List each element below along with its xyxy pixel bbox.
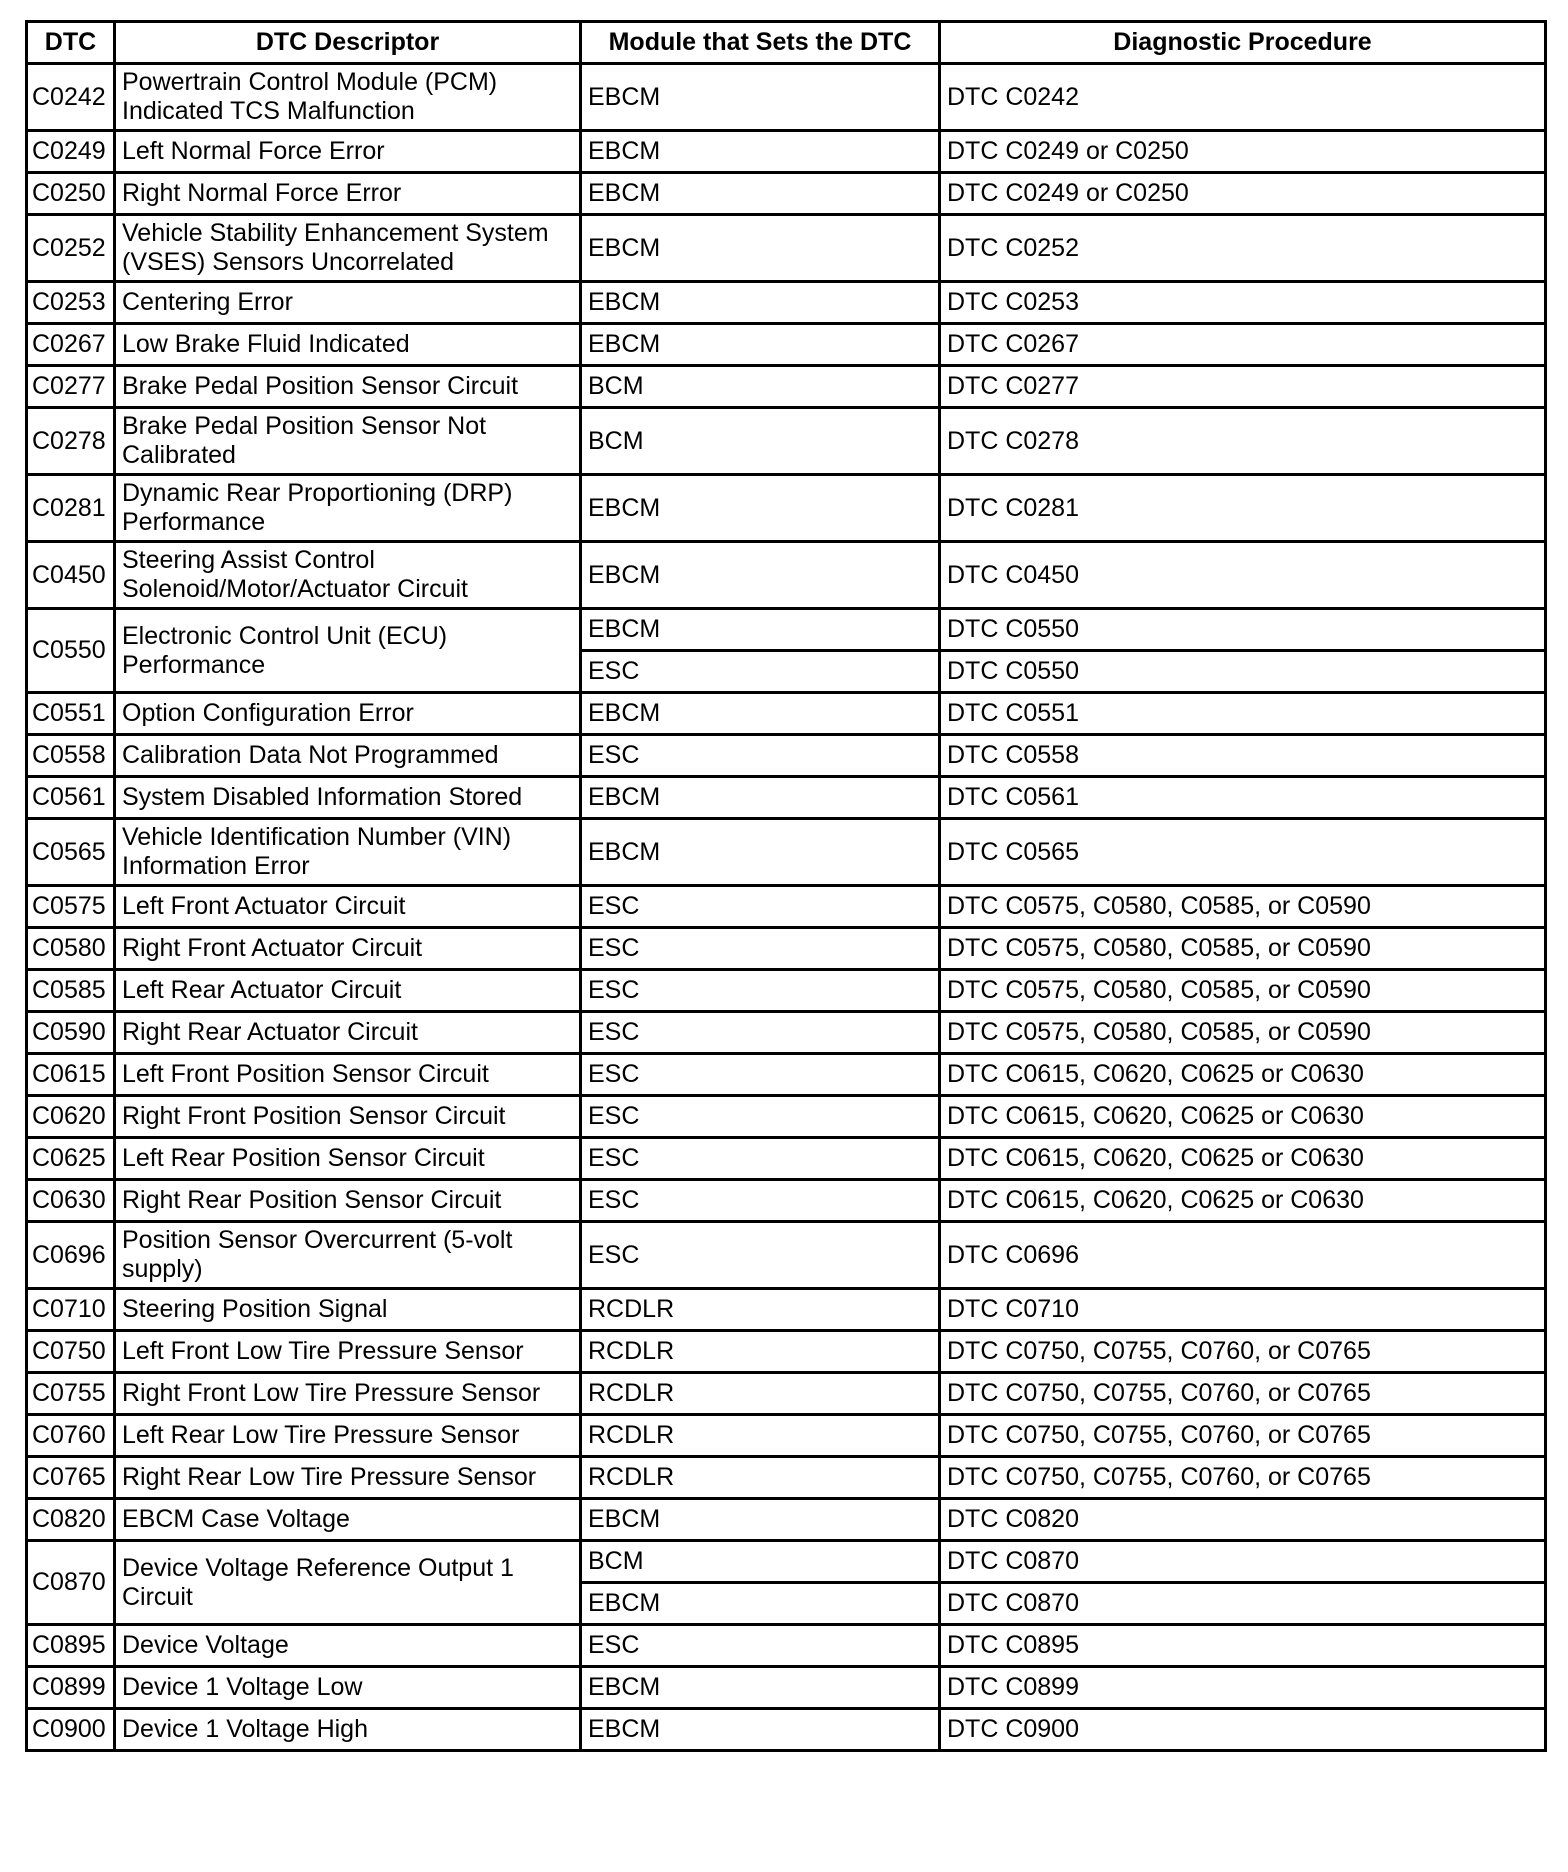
dtc-descriptor-cell: Brake Pedal Position Sensor Circuit [115,366,581,408]
procedure-cell: DTC C0558 [940,735,1546,777]
table-row [27,324,1546,366]
dtc-code-cell: C0590 [27,1012,115,1054]
dtc-code-cell: C0760 [27,1415,115,1457]
module-cell: EBCM [581,1583,940,1625]
module-cell: ESC [581,1012,940,1054]
dtc-descriptor-cell: Dynamic Rear Proportioning (DRP) Performance [115,475,581,542]
table-row [27,1709,1546,1751]
module-cell: ESC [581,1180,940,1222]
procedure-cell: DTC C0750, C0755, C0760, or C0765 [940,1331,1546,1373]
table-row [27,1180,1546,1222]
module-cell: ESC [581,928,940,970]
procedure-cell: DTC C0895 [940,1625,1546,1667]
procedure-cell: DTC C0899 [940,1667,1546,1709]
procedure-cell: DTC C0820 [940,1499,1546,1541]
dtc-descriptor-cell: Left Front Low Tire Pressure Sensor [115,1331,581,1373]
dtc-code-cell: C0278 [27,408,115,475]
module-cell: BCM [581,366,940,408]
dtc-code-cell: C0750 [27,1331,115,1373]
table-row [27,1625,1546,1667]
module-cell: ESC [581,886,940,928]
procedure-cell: DTC C0900 [940,1709,1546,1751]
header-procedure: Diagnostic Procedure [940,22,1546,64]
table-row [27,1541,1546,1583]
module-cell: ESC [581,1138,940,1180]
table-row [27,408,1546,475]
module-cell: EBCM [581,64,940,131]
dtc-code-cell: C0630 [27,1180,115,1222]
header-descriptor: DTC Descriptor [115,22,581,64]
module-cell: ESC [581,651,940,693]
dtc-code-cell: C0558 [27,735,115,777]
dtc-descriptor-cell: Electronic Control Unit (ECU) Performance [115,609,581,693]
table-row [27,215,1546,282]
module-cell: RCDLR [581,1373,940,1415]
procedure-cell: DTC C0575, C0580, C0585, or C0590 [940,970,1546,1012]
dtc-descriptor-cell: Right Rear Actuator Circuit [115,1012,581,1054]
dtc-descriptor-cell: Vehicle Stability Enhancement System (VSES) Sensors Uncorrelated [115,215,581,282]
dtc-code-cell: C0585 [27,970,115,1012]
dtc-code-cell: C0561 [27,777,115,819]
dtc-code-cell: C0755 [27,1373,115,1415]
table-row [27,693,1546,735]
table-row [27,928,1546,970]
dtc-code-cell: C0267 [27,324,115,366]
header-dtc: DTC [27,22,115,64]
dtc-descriptor-cell: Device Voltage Reference Output 1 Circuit [115,1541,581,1625]
dtc-table [25,20,1547,1752]
dtc-code-cell: C0900 [27,1709,115,1751]
dtc-code-cell: C0820 [27,1499,115,1541]
header-module: Module that Sets the DTC [581,22,940,64]
dtc-code-cell: C0895 [27,1625,115,1667]
dtc-code-cell: C0870 [27,1541,115,1625]
procedure-cell: DTC C0870 [940,1583,1546,1625]
procedure-cell: DTC C0550 [940,609,1546,651]
module-cell: EBCM [581,1709,940,1751]
module-cell: RCDLR [581,1415,940,1457]
procedure-cell: DTC C0615, C0620, C0625 or C0630 [940,1138,1546,1180]
dtc-code-cell: C0253 [27,282,115,324]
dtc-descriptor-cell: Position Sensor Overcurrent (5-volt supply) [115,1222,581,1289]
dtc-descriptor-cell: Left Front Actuator Circuit [115,886,581,928]
table-row [27,1054,1546,1096]
dtc-descriptor-cell: Steering Assist Control Solenoid/Motor/Actuator Circuit [115,542,581,609]
module-cell: EBCM [581,173,940,215]
table-row [27,1331,1546,1373]
dtc-code-cell: C0550 [27,609,115,693]
table-row [27,1222,1546,1289]
procedure-cell: DTC C0710 [940,1289,1546,1331]
module-cell: EBCM [581,1667,940,1709]
dtc-descriptor-cell: Right Rear Position Sensor Circuit [115,1180,581,1222]
table-row [27,777,1546,819]
procedure-cell: DTC C0550 [940,651,1546,693]
table-row [27,1457,1546,1499]
dtc-descriptor-cell: Right Normal Force Error [115,173,581,215]
dtc-descriptor-cell: Device 1 Voltage High [115,1709,581,1751]
procedure-cell: DTC C0750, C0755, C0760, or C0765 [940,1457,1546,1499]
procedure-cell: DTC C0252 [940,215,1546,282]
procedure-cell: DTC C0750, C0755, C0760, or C0765 [940,1373,1546,1415]
procedure-cell: DTC C0750, C0755, C0760, or C0765 [940,1415,1546,1457]
dtc-code-cell: C0615 [27,1054,115,1096]
module-cell: EBCM [581,609,940,651]
module-cell: ESC [581,1054,940,1096]
procedure-cell: DTC C0278 [940,408,1546,475]
module-cell: ESC [581,1096,940,1138]
procedure-cell: DTC C0615, C0620, C0625 or C0630 [940,1096,1546,1138]
dtc-code-cell: C0696 [27,1222,115,1289]
module-cell: RCDLR [581,1331,940,1373]
module-cell: EBCM [581,282,940,324]
table-row [27,542,1546,609]
procedure-cell: DTC C0870 [940,1541,1546,1583]
dtc-descriptor-cell: Steering Position Signal [115,1289,581,1331]
dtc-code-cell: C0565 [27,819,115,886]
dtc-descriptor-cell: Right Rear Low Tire Pressure Sensor [115,1457,581,1499]
procedure-cell: DTC C0249 or C0250 [940,131,1546,173]
dtc-descriptor-cell: Vehicle Identification Number (VIN) Information Error [115,819,581,886]
dtc-descriptor-cell: Left Rear Actuator Circuit [115,970,581,1012]
dtc-code-cell: C0620 [27,1096,115,1138]
dtc-code-cell: C0242 [27,64,115,131]
module-cell: ESC [581,1222,940,1289]
module-cell: RCDLR [581,1289,940,1331]
dtc-code-cell: C0899 [27,1667,115,1709]
dtc-code-cell: C0281 [27,475,115,542]
procedure-cell: DTC C0615, C0620, C0625 or C0630 [940,1180,1546,1222]
dtc-descriptor-cell: Brake Pedal Position Sensor Not Calibrated [115,408,581,475]
module-cell: BCM [581,408,940,475]
procedure-cell: DTC C0575, C0580, C0585, or C0590 [940,928,1546,970]
procedure-cell: DTC C0281 [940,475,1546,542]
module-cell: ESC [581,1625,940,1667]
table-row [27,1373,1546,1415]
table-row [27,366,1546,408]
dtc-code-cell: C0625 [27,1138,115,1180]
module-cell: BCM [581,1541,940,1583]
procedure-cell: DTC C0575, C0580, C0585, or C0590 [940,1012,1546,1054]
module-cell: EBCM [581,215,940,282]
procedure-cell: DTC C0565 [940,819,1546,886]
procedure-cell: DTC C0696 [940,1222,1546,1289]
module-cell: EBCM [581,693,940,735]
table-row [27,819,1546,886]
dtc-code-cell: C0580 [27,928,115,970]
procedure-cell: DTC C0242 [940,64,1546,131]
procedure-cell: DTC C0615, C0620, C0625 or C0630 [940,1054,1546,1096]
procedure-cell: DTC C0267 [940,324,1546,366]
dtc-code-cell: C0250 [27,173,115,215]
dtc-descriptor-cell: Device 1 Voltage Low [115,1667,581,1709]
procedure-cell: DTC C0575, C0580, C0585, or C0590 [940,886,1546,928]
table-header-row [27,22,1546,64]
module-cell: EBCM [581,1499,940,1541]
dtc-descriptor-cell: Option Configuration Error [115,693,581,735]
dtc-descriptor-cell: EBCM Case Voltage [115,1499,581,1541]
table-row [27,1138,1546,1180]
dtc-descriptor-cell: Calibration Data Not Programmed [115,735,581,777]
dtc-descriptor-cell: Centering Error [115,282,581,324]
procedure-cell: DTC C0450 [940,542,1546,609]
dtc-descriptor-cell: Right Front Position Sensor Circuit [115,1096,581,1138]
module-cell: EBCM [581,819,940,886]
dtc-descriptor-cell: Right Front Low Tire Pressure Sensor [115,1373,581,1415]
dtc-code-cell: C0551 [27,693,115,735]
dtc-code-cell: C0450 [27,542,115,609]
module-cell: EBCM [581,475,940,542]
dtc-descriptor-cell: Left Normal Force Error [115,131,581,173]
module-cell: RCDLR [581,1457,940,1499]
table-row [27,1415,1546,1457]
module-cell: EBCM [581,131,940,173]
procedure-cell: DTC C0561 [940,777,1546,819]
procedure-cell: DTC C0253 [940,282,1546,324]
dtc-descriptor-cell: Left Front Position Sensor Circuit [115,1054,581,1096]
table-row [27,282,1546,324]
table-row [27,1012,1546,1054]
module-cell: EBCM [581,324,940,366]
procedure-cell: DTC C0277 [940,366,1546,408]
table-row [27,1096,1546,1138]
table-row [27,173,1546,215]
table-row [27,886,1546,928]
dtc-code-cell: C0765 [27,1457,115,1499]
module-cell: EBCM [581,777,940,819]
table-row [27,64,1546,131]
table-row [27,475,1546,542]
table-row [27,1499,1546,1541]
table-body [27,64,1546,1751]
dtc-descriptor-cell: Left Rear Position Sensor Circuit [115,1138,581,1180]
table-row [27,970,1546,1012]
table-row [27,131,1546,173]
module-cell: ESC [581,970,940,1012]
table-row [27,735,1546,777]
dtc-descriptor-cell: Powertrain Control Module (PCM) Indicated TCS Malfunction [115,64,581,131]
module-cell: ESC [581,735,940,777]
table-row [27,1289,1546,1331]
dtc-descriptor-cell: Left Rear Low Tire Pressure Sensor [115,1415,581,1457]
dtc-code-cell: C0249 [27,131,115,173]
dtc-descriptor-cell: Device Voltage [115,1625,581,1667]
procedure-cell: DTC C0249 or C0250 [940,173,1546,215]
procedure-cell: DTC C0551 [940,693,1546,735]
dtc-descriptor-cell: Low Brake Fluid Indicated [115,324,581,366]
dtc-descriptor-cell: System Disabled Information Stored [115,777,581,819]
dtc-descriptor-cell: Right Front Actuator Circuit [115,928,581,970]
module-cell: EBCM [581,542,940,609]
dtc-code-cell: C0710 [27,1289,115,1331]
dtc-code-cell: C0575 [27,886,115,928]
dtc-code-cell: C0252 [27,215,115,282]
table-row [27,609,1546,651]
dtc-code-cell: C0277 [27,366,115,408]
table-row [27,1667,1546,1709]
